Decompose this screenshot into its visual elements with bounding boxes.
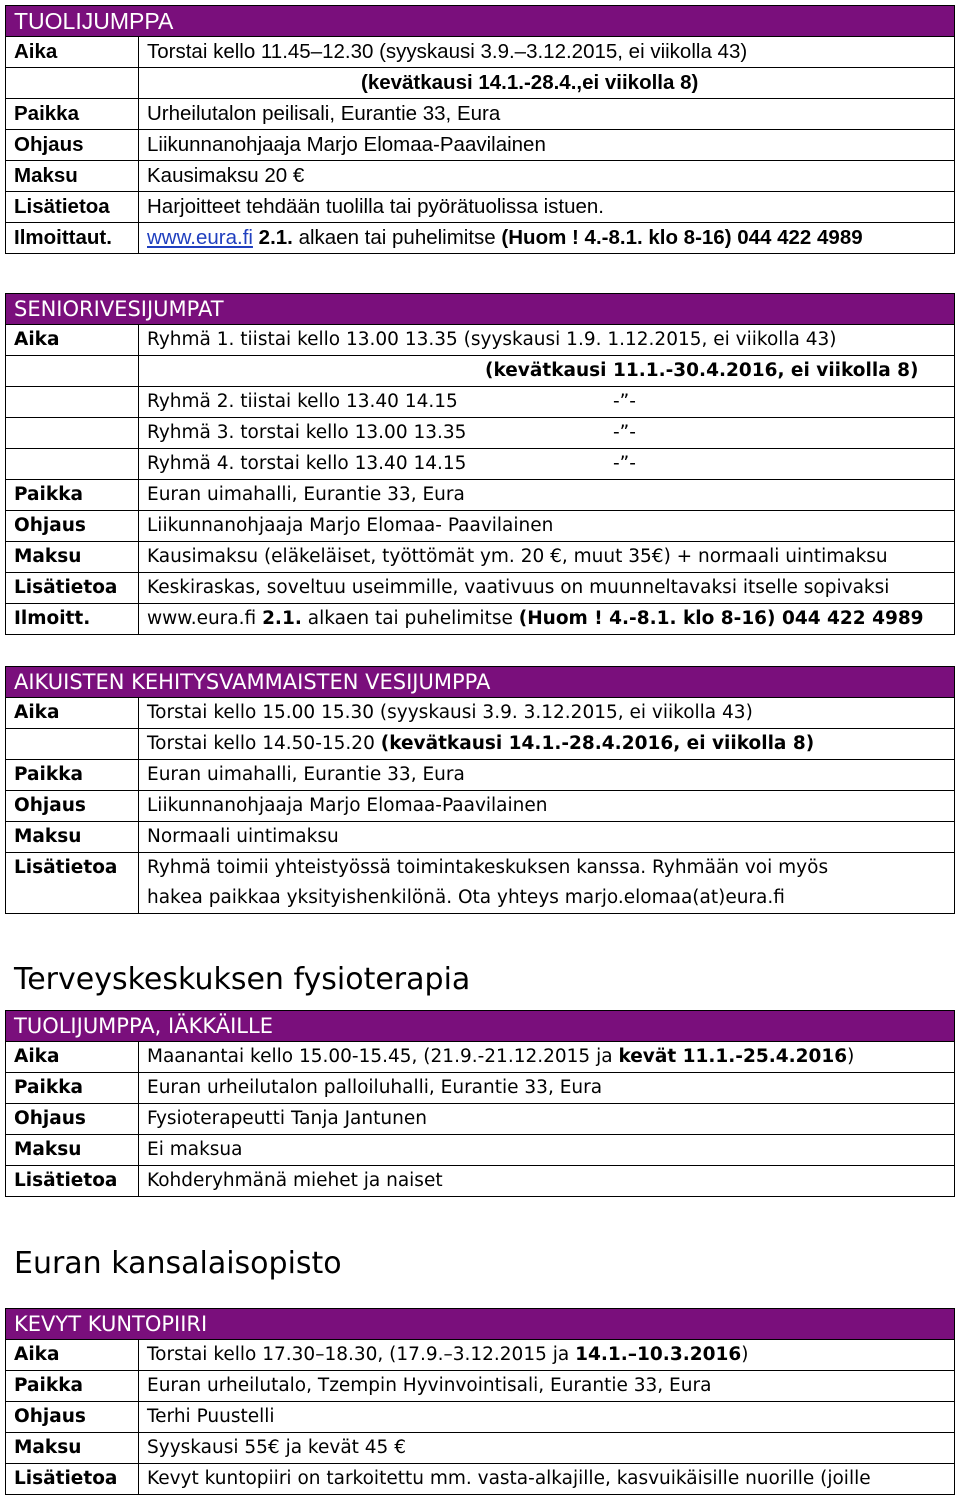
aika-label: Aika bbox=[6, 37, 139, 68]
empty-label bbox=[6, 68, 139, 99]
paikka-value: Euran urheilutalo, Tzempin Hyvinvointisali, Eurantie 33, Eura bbox=[139, 1371, 955, 1402]
empty-label bbox=[6, 418, 139, 449]
ilmoitt-note: (Huom ! 4.-8.1. klo 8-16) 044 422 4989 bbox=[501, 226, 863, 249]
paikka-label: Paikka bbox=[6, 99, 139, 130]
aika-spring: (kevätkausi 14.1.-28.4.,ei viikolla 8) bbox=[361, 71, 699, 94]
lisatietoa-value: Ryhmä toimii yhteistyössä toimintakeskuksen kanssa. Ryhmään voi myös hakea paikkaa yksityishenkilönä. Ota yhteys marjo.elomaa(at)eura.fi bbox=[139, 853, 955, 914]
ohjaus-label: Ohjaus bbox=[6, 1402, 139, 1433]
ilmoitt-value bbox=[139, 604, 955, 635]
tuolijumppa-table bbox=[5, 5, 955, 254]
aika-value-2 bbox=[139, 68, 955, 99]
paikka-label: Paikka bbox=[6, 1371, 139, 1402]
section-title: AIKUISTEN KEHITYSVAMMAISTEN VESIJUMPPA bbox=[6, 667, 955, 698]
ryhma-2: Ryhmä 2. tiistai kello 13.40 14.15 -”- bbox=[139, 387, 955, 418]
aika-label: Aika bbox=[6, 325, 139, 356]
lisatietoa-value: Kevyt kuntopiiri on tarkoitettu mm. vasta-alkajille, kasvuikäisille nuorille (joille bbox=[139, 1464, 955, 1495]
ohjaus-label: Ohjaus bbox=[6, 1104, 139, 1135]
fysio-table bbox=[5, 1010, 955, 1197]
ilmoitt-label: Ilmoittaut. bbox=[6, 223, 139, 254]
maksu-label: Maksu bbox=[6, 822, 139, 853]
aika-spring: (kevätkausi 11.1.-30.4.2016, ei viikolla 8) bbox=[485, 360, 919, 381]
aika-value-2: Torstai kello 14.50-15.20 (kevätkausi 14.1.-28.4.2016, ei viikolla 8) bbox=[139, 729, 955, 760]
ohjaus-value: Liikunnanohjaaja Marjo Elomaa-Paavilainen bbox=[139, 130, 955, 161]
ohjaus-value: Terhi Puustelli bbox=[139, 1402, 955, 1433]
paikka-label: Paikka bbox=[6, 760, 139, 791]
ryhma-4: Ryhmä 4. torstai kello 13.40 14.15 -”- bbox=[139, 449, 955, 480]
ilmoitt-note: (Huom ! 4.-8.1. klo 8-16) 044 422 4989 bbox=[518, 608, 924, 629]
aika-value: Torstai kello 11.45–12.30 (syyskausi 3.9.–3.12.2015, ei viikolla 43) bbox=[139, 37, 955, 68]
section-title: TUOLIJUMPPA bbox=[6, 6, 955, 37]
ohjaus-value: Liikunnanohjaaja Marjo Elomaa- Paavilainen bbox=[139, 511, 955, 542]
maksu-label: Maksu bbox=[6, 161, 139, 192]
paikka-value: Euran uimahalli, Eurantie 33, Eura bbox=[139, 480, 955, 511]
aika-value: Torstai kello 15.00 15.30 (syyskausi 3.9. 3.12.2015, ei viikolla 43) bbox=[139, 698, 955, 729]
ilmoitt-text: alkaen tai puhelimitse bbox=[292, 226, 502, 249]
paikka-label: Paikka bbox=[6, 480, 139, 511]
maksu-value: Ei maksua bbox=[139, 1135, 955, 1166]
ilmoitt-value bbox=[139, 223, 955, 254]
maksu-value: Normaali uintimaksu bbox=[139, 822, 955, 853]
paikka-value: Urheilutalon peilisali, Eurantie 33, Eura bbox=[139, 99, 955, 130]
paikka-value: Euran uimahalli, Eurantie 33, Eura bbox=[139, 760, 955, 791]
lisatietoa-label: Lisätietoa bbox=[6, 1166, 139, 1197]
ilmoitt-date: 2.1. bbox=[262, 608, 302, 629]
section-title: TUOLIJUMPPA, IÄKKÄILLE bbox=[6, 1011, 955, 1042]
ryhma-3: Ryhmä 3. torstai kello 13.00 13.35 -”- bbox=[139, 418, 955, 449]
ilmoitt-date: 2.1. bbox=[258, 226, 293, 249]
lisatietoa-value: Harjoitteet tehdään tuolilla tai pyörätuolissa istuen. bbox=[139, 192, 955, 223]
aika-spring: (kevätkausi 14.1.-28.4.2016, ei viikolla 8) bbox=[380, 733, 815, 754]
aika-value: Torstai kello 17.30–18.30, (17.9.–3.12.2015 ja 14.1.–10.3.2016) bbox=[139, 1340, 955, 1371]
empty-label bbox=[6, 387, 139, 418]
maksu-value: Kausimaksu (eläkeläiset, työttömät ym. 20 €, muut 35€) + normaali uintimaksu bbox=[139, 542, 955, 573]
ohjaus-value: Liikunnanohjaaja Marjo Elomaa-Paavilainen bbox=[139, 791, 955, 822]
maksu-label: Maksu bbox=[6, 1135, 139, 1166]
maksu-label: Maksu bbox=[6, 1433, 139, 1464]
lisatietoa-label: Lisätietoa bbox=[6, 573, 139, 604]
fysio-heading: Terveyskeskuksen fysioterapia bbox=[14, 962, 471, 997]
maksu-value: Kausimaksu 20 € bbox=[139, 161, 955, 192]
ilmoitt-label: Ilmoitt. bbox=[6, 604, 139, 635]
aika-label: Aika bbox=[6, 1042, 139, 1073]
aika-value: Ryhmä 1. tiistai kello 13.00 13.35 (syyskausi 1.9. 1.12.2015, ei viikolla 43) bbox=[139, 325, 955, 356]
lisatietoa-value: Keskiraskas, soveltuu useimmille, vaativuus on muunneltavaksi itselle sopivaksi bbox=[139, 573, 955, 604]
ohjaus-label: Ohjaus bbox=[6, 511, 139, 542]
lisatietoa-value: Kohderyhmänä miehet ja naiset bbox=[139, 1166, 955, 1197]
eura-link[interactable]: www.eura.fi bbox=[147, 226, 253, 249]
aika-label: Aika bbox=[6, 1340, 139, 1371]
seniori-table bbox=[5, 293, 955, 635]
ohjaus-label: Ohjaus bbox=[6, 130, 139, 161]
empty-label bbox=[6, 729, 139, 760]
ditto-mark: -”- bbox=[613, 391, 636, 412]
aika-label: Aika bbox=[6, 698, 139, 729]
eura-link[interactable]: www.eura.fi bbox=[147, 608, 257, 629]
paikka-value: Euran urheilutalon palloiluhalli, Eurantie 33, Eura bbox=[139, 1073, 955, 1104]
lisatietoa-label: Lisätietoa bbox=[6, 192, 139, 223]
maksu-label: Maksu bbox=[6, 542, 139, 573]
ditto-mark: -”- bbox=[613, 453, 636, 474]
section-title: KEVYT KUNTOPIIRI bbox=[6, 1309, 955, 1340]
ditto-mark: -”- bbox=[613, 422, 636, 443]
paikka-label: Paikka bbox=[6, 1073, 139, 1104]
aikuisten-table bbox=[5, 666, 955, 914]
kansalais-table bbox=[5, 1308, 955, 1495]
lisatietoa-label: Lisätietoa bbox=[6, 853, 139, 914]
lisatietoa-label: Lisätietoa bbox=[6, 1464, 139, 1495]
section-title: SENIORIVESIJUMPAT bbox=[6, 294, 955, 325]
ohjaus-value: Fysioterapeutti Tanja Jantunen bbox=[139, 1104, 955, 1135]
empty-label bbox=[6, 449, 139, 480]
ilmoitt-text: alkaen tai puhelimitse bbox=[301, 608, 519, 629]
aika-value-2 bbox=[139, 356, 955, 387]
ohjaus-label: Ohjaus bbox=[6, 791, 139, 822]
maksu-value: Syyskausi 55€ ja kevät 45 € bbox=[139, 1433, 955, 1464]
empty-label bbox=[6, 356, 139, 387]
aika-value: Maanantai kello 15.00-15.45, (21.9.-21.12.2015 ja kevät 11.1.-25.4.2016) bbox=[139, 1042, 955, 1073]
kansalais-heading: Euran kansalaisopisto bbox=[14, 1246, 342, 1281]
